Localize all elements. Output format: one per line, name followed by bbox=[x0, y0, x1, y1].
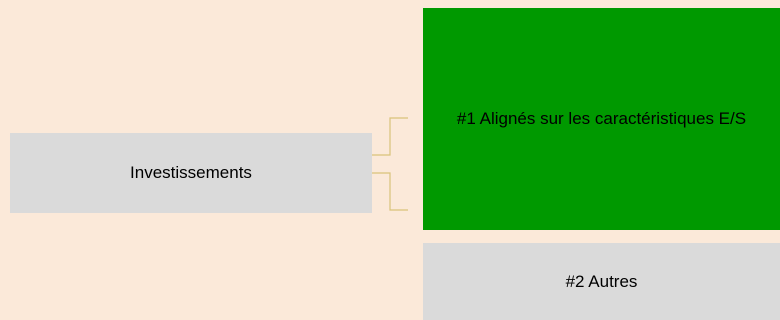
investments-label: Investissements bbox=[130, 163, 252, 182]
aligned-es-label: #1 Alignés sur les caractéristiques E/S bbox=[456, 109, 747, 128]
other-box bbox=[423, 243, 780, 320]
connector-root-to-aligned-lower bbox=[372, 173, 408, 210]
other-label: #2 Autres bbox=[565, 271, 638, 291]
aligned-es-box bbox=[423, 8, 780, 230]
connector-root-to-aligned-upper bbox=[372, 118, 408, 155]
investments-box bbox=[10, 133, 372, 213]
